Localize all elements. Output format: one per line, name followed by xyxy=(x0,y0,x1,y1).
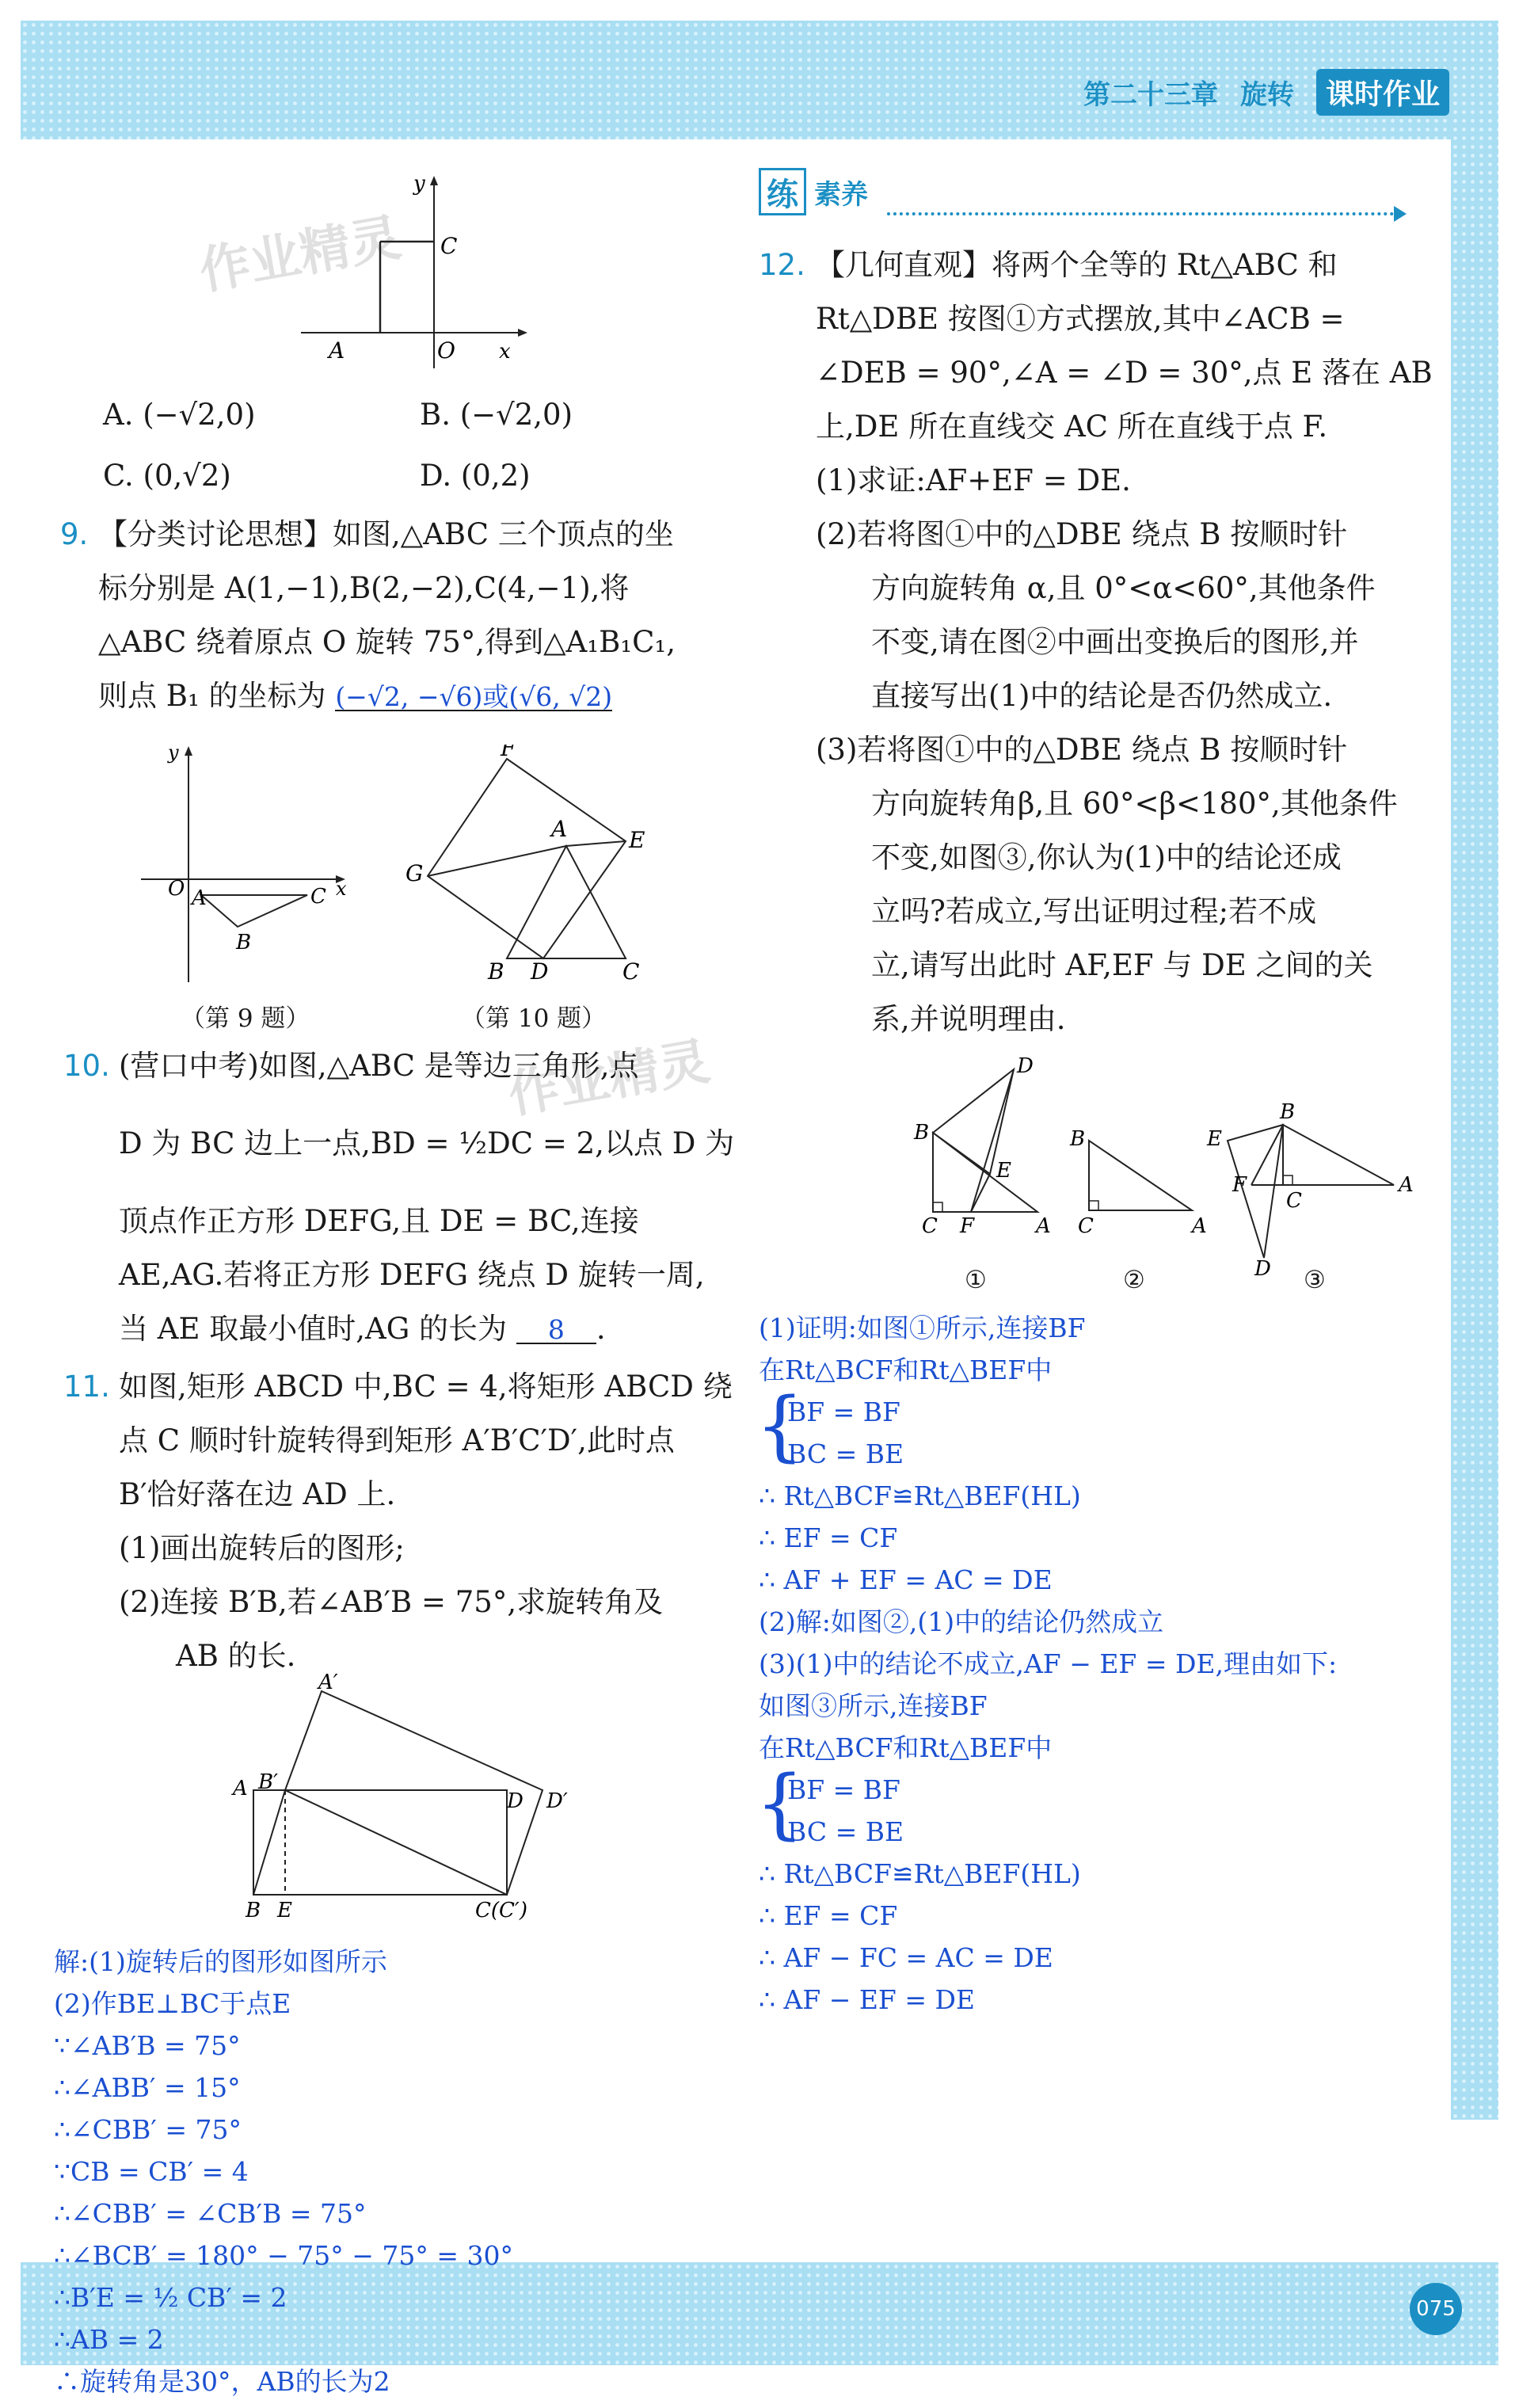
q10-label-C: C xyxy=(622,958,640,982)
q12-sub2b: 方向旋转角 α,且 0°<α<60°,其他条件 xyxy=(871,571,1376,605)
q9-number: 9. xyxy=(60,517,89,551)
q12-f1-label-F: F xyxy=(960,1214,975,1236)
q8-option-b: B. (−√2,0) xyxy=(420,398,573,432)
q12-solution-line: ∴ EF = CF xyxy=(759,1522,898,1553)
q11-label-B: B xyxy=(246,1899,261,1922)
q12-solution-line: ∴ AF − EF = DE xyxy=(759,1984,976,2015)
q8-label-y: y xyxy=(413,174,425,196)
q8-figure xyxy=(285,174,539,372)
q10-line5: 当 AE 取最小值时,AG 的长为 8 . xyxy=(119,1312,606,1346)
q11-solution-line: (2)作BE⊥BC于点E xyxy=(54,1988,291,2019)
q12-solution-line: BC = BE xyxy=(787,1816,904,1847)
q11-label-A1: A′ xyxy=(318,1671,338,1694)
q10-line4: AE,AG.若将正方形 DEFG 绕点 D 旋转一周, xyxy=(119,1258,705,1292)
q12-solution-line: BF = BF xyxy=(787,1774,900,1805)
q10-line1: (营口中考)如图,△ABC 是等边三角形,点 xyxy=(119,1049,639,1083)
q11-solution-line: ∵CB = CB′ = 4 xyxy=(54,2156,249,2187)
q11-solution-line: ∴AB = 2 xyxy=(54,2324,164,2355)
q12-solution-line: ∴ Rt△BCF≌Rt△BEF(HL) xyxy=(759,1858,1081,1889)
q10-label-G: G xyxy=(405,860,424,886)
q12-solution-line: ∴ AF + EF = AC = DE xyxy=(759,1564,1053,1595)
topic-label: 旋转 xyxy=(1239,78,1294,111)
q8-option-a: A. (−√2,0) xyxy=(103,398,256,432)
q9-label-x: x xyxy=(336,878,347,900)
q9-answer: (−√2, −√6)或(√6, √2) xyxy=(335,681,613,712)
q11-label-A: A xyxy=(233,1777,248,1800)
q12-solution-line: 在Rt△BCF和Rt△BEF中 xyxy=(759,1732,1053,1763)
q11-line2: 点 C 顺时针旋转得到矩形 A′B′C′D′,此时点 xyxy=(119,1423,675,1457)
q11-sub1: (1)画出旋转后的图形; xyxy=(119,1531,405,1565)
q8-label-O: O xyxy=(437,337,455,364)
q12-figure-3 xyxy=(1204,1093,1426,1275)
q8-label-A: A xyxy=(329,337,345,364)
q12-f3-label-D: D xyxy=(1254,1257,1271,1275)
q11-solution-line: ∴∠CBB′ = 75° xyxy=(54,2114,242,2145)
q12-f3-label-F: F xyxy=(1232,1173,1247,1197)
q12-f2-label-C: C xyxy=(1078,1214,1094,1236)
q10-line3: 顶点作正方形 DEFG,且 DE = BC,连接 xyxy=(119,1204,639,1238)
q12-f1-label-C: C xyxy=(922,1214,938,1236)
chapter-label: 第二十三章 xyxy=(1083,78,1218,111)
q11-solution-line: ∴∠ABB′ = 15° xyxy=(54,2072,241,2103)
q11-label-D: D xyxy=(507,1789,523,1813)
q9-label-y: y xyxy=(168,741,179,764)
q11-label-B1: B′ xyxy=(258,1770,279,1794)
q12-caption-2: ② xyxy=(1123,1266,1145,1294)
q9-figure xyxy=(135,737,364,990)
q11-label-C: C(C′) xyxy=(475,1899,527,1922)
q10-line5-prefix: 当 AE 取最小值时,AG 的长为 xyxy=(119,1312,508,1346)
q8-label-x: x xyxy=(499,340,511,364)
q9-line1: 【分类讨论思想】如图,△ABC 三个顶点的坐 xyxy=(98,517,674,551)
q12-f1-label-A: A xyxy=(1036,1214,1051,1236)
q11-line3: B′恰好落在边 AD 上. xyxy=(119,1477,396,1511)
q12-caption-3: ③ xyxy=(1304,1266,1326,1294)
brand-logo: 课时作业 xyxy=(1316,69,1449,116)
q11-sub2a: (2)连接 B′B,若∠AB′B = 75°,求旋转角及 xyxy=(119,1585,664,1619)
q12-f2-label-A: A xyxy=(1192,1214,1207,1236)
q11-solution-line: ∴∠BCB′ = 180° − 75° − 75° = 30° xyxy=(54,2240,513,2271)
q12-solution-line: 在Rt△BCF和Rt△BEF中 xyxy=(759,1354,1053,1385)
q12-figure-2 xyxy=(1065,1117,1216,1236)
q12-sub3e: 立,请写出此时 AF,EF 与 DE 之间的关 xyxy=(871,948,1373,982)
q11-solution-line: ∴旋转角是30°，AB的长为2 xyxy=(54,2366,390,2397)
q12-line2: Rt△DBE 按图①方式摆放,其中∠ACB = xyxy=(816,302,1345,336)
q12-sub3c: 不变,如图③,你认为(1)中的结论还成 xyxy=(871,840,1342,874)
q12-solution-line: BF = BF xyxy=(787,1396,900,1427)
q12-sub3a: (3)若将图①中的△DBE 绕点 B 按顺时针 xyxy=(816,733,1348,767)
q9-line3: △ABC 绕着原点 O 旋转 75°,得到△A₁B₁C₁, xyxy=(98,625,676,659)
q12-f3-label-C: C xyxy=(1286,1189,1302,1213)
q12-number: 12. xyxy=(759,248,805,282)
q9-line4 xyxy=(98,681,612,711)
q9-label-B: B xyxy=(236,931,252,954)
section-divider xyxy=(887,212,1394,215)
q12-f2-label-B: B xyxy=(1070,1127,1086,1151)
q11-label-E: E xyxy=(277,1899,292,1922)
q12-figure-1 xyxy=(911,1054,1069,1236)
q11-sub2b: AB 的长. xyxy=(176,1639,296,1673)
q9-label-C: C xyxy=(310,885,326,909)
q12-f1-label-D: D xyxy=(1017,1054,1034,1078)
q12-caption-1: ① xyxy=(965,1266,987,1294)
page-header xyxy=(1083,68,1449,116)
q12-f1-label-B: B xyxy=(914,1121,930,1145)
right-band xyxy=(1451,21,1498,2120)
q9-line4-prefix: 则点 B₁ 的坐标为 xyxy=(98,679,326,713)
q12-f3-label-B: B xyxy=(1280,1100,1296,1124)
q10-caption: （第 10 题） xyxy=(461,1004,607,1033)
q10-label-E: E xyxy=(629,827,645,853)
brace-symbol: { xyxy=(756,1759,805,1848)
q10-label-B: B xyxy=(488,958,504,982)
q9-line2: 标分别是 A(1,−1),B(2,−2),C(4,−1),将 xyxy=(98,571,630,605)
q9-caption: （第 9 题） xyxy=(181,1004,310,1033)
q10-answer: 8 xyxy=(516,1316,596,1344)
q12-sub2d: 直接写出(1)中的结论是否仍然成立. xyxy=(871,679,1333,713)
q12-line4: 上,DE 所在直线交 AC 所在直线于点 F. xyxy=(816,410,1328,444)
q12-sub1: (1)求证:AF+EF = DE. xyxy=(816,463,1131,497)
section-label: 素养 xyxy=(814,178,868,211)
q11-solution-line: ∴B′E = ½ CB′ = 2 xyxy=(54,2282,287,2313)
watermark: 作业精灵 xyxy=(195,208,405,302)
q12-solution-line: (3)(1)中的结论不成立,AF − EF = DE,理由如下: xyxy=(759,1648,1338,1679)
q10-label-D: D xyxy=(531,958,549,982)
q10-label-F: F xyxy=(501,745,516,761)
q12-solution-line: ∴ Rt△BCF≌Rt△BEF(HL) xyxy=(759,1480,1081,1511)
q12-sub3b: 方向旋转角β,且 60°<β<180°,其他条件 xyxy=(871,787,1398,821)
q11-number: 11. xyxy=(63,1370,110,1404)
q11-solution-line: ∵∠AB′B = 75° xyxy=(54,2030,241,2061)
arrow-right-icon xyxy=(1394,206,1407,222)
q12-line1: 【几何直观】将两个全等的 Rt△ABC 和 xyxy=(816,248,1338,282)
q12-solution-line: (1)证明:如图①所示,连接BF xyxy=(759,1313,1086,1343)
q12-line3: ∠DEB = 90°,∠A = ∠D = 30°,点 E 落在 AB xyxy=(816,356,1433,390)
q10-figure xyxy=(404,745,665,982)
q9-label-A: A xyxy=(192,886,207,910)
q11-figure xyxy=(222,1671,586,1925)
q12-f3-label-E: E xyxy=(1207,1127,1222,1151)
q10-number: 10. xyxy=(63,1049,110,1083)
brace-symbol: { xyxy=(756,1381,805,1470)
q11-solution-line: 解:(1)旋转后的图形如图所示 xyxy=(54,1946,387,1977)
q12-solution-line: (2)解:如图②,(1)中的结论仍然成立 xyxy=(759,1606,1164,1637)
q12-sub2c: 不变,请在图②中画出变换后的图形,并 xyxy=(871,625,1359,659)
q10-label-A: A xyxy=(551,816,568,842)
q8-option-d: D. (0,2) xyxy=(420,459,531,493)
q12-solution-line: ∴ AF − FC = AC = DE xyxy=(759,1942,1053,1973)
q12-solution-line: 如图③所示,连接BF xyxy=(759,1690,988,1721)
q8-label-C: C xyxy=(440,233,458,259)
q12-solution-line: ∴ EF = CF xyxy=(759,1900,898,1931)
q12-solution-line: BC = BE xyxy=(787,1438,904,1469)
practice-icon: 练 xyxy=(759,168,806,215)
q12-sub2a: (2)若将图①中的△DBE 绕点 B 按顺时针 xyxy=(816,517,1348,551)
q11-line1: 如图,矩形 ABCD 中,BC = 4,将矩形 ABCD 绕 xyxy=(119,1370,733,1404)
q10-line2: D 为 BC 边上一点,BD = ½DC = 2,以点 D 为 xyxy=(119,1126,735,1160)
section-header xyxy=(759,168,868,215)
watermark: 作业精灵 xyxy=(504,1032,714,1126)
q9-label-O: O xyxy=(168,877,185,901)
q12-sub3d: 立吗?若成立,写出证明过程;若不成 xyxy=(871,894,1317,928)
q11-solution-line: ∴∠CBB′ = ∠CB′B = 75° xyxy=(54,2198,367,2229)
page-number: 075 xyxy=(1410,2283,1462,2335)
q8-option-c: C. (0,√2) xyxy=(103,459,231,493)
q12-f3-label-A: A xyxy=(1399,1173,1414,1197)
q12-f1-label-E: E xyxy=(996,1159,1011,1183)
bottom-band xyxy=(21,2262,1498,2365)
q12-sub3f: 系,并说明理由. xyxy=(871,1002,1066,1036)
q11-label-D1: D′ xyxy=(546,1789,568,1813)
